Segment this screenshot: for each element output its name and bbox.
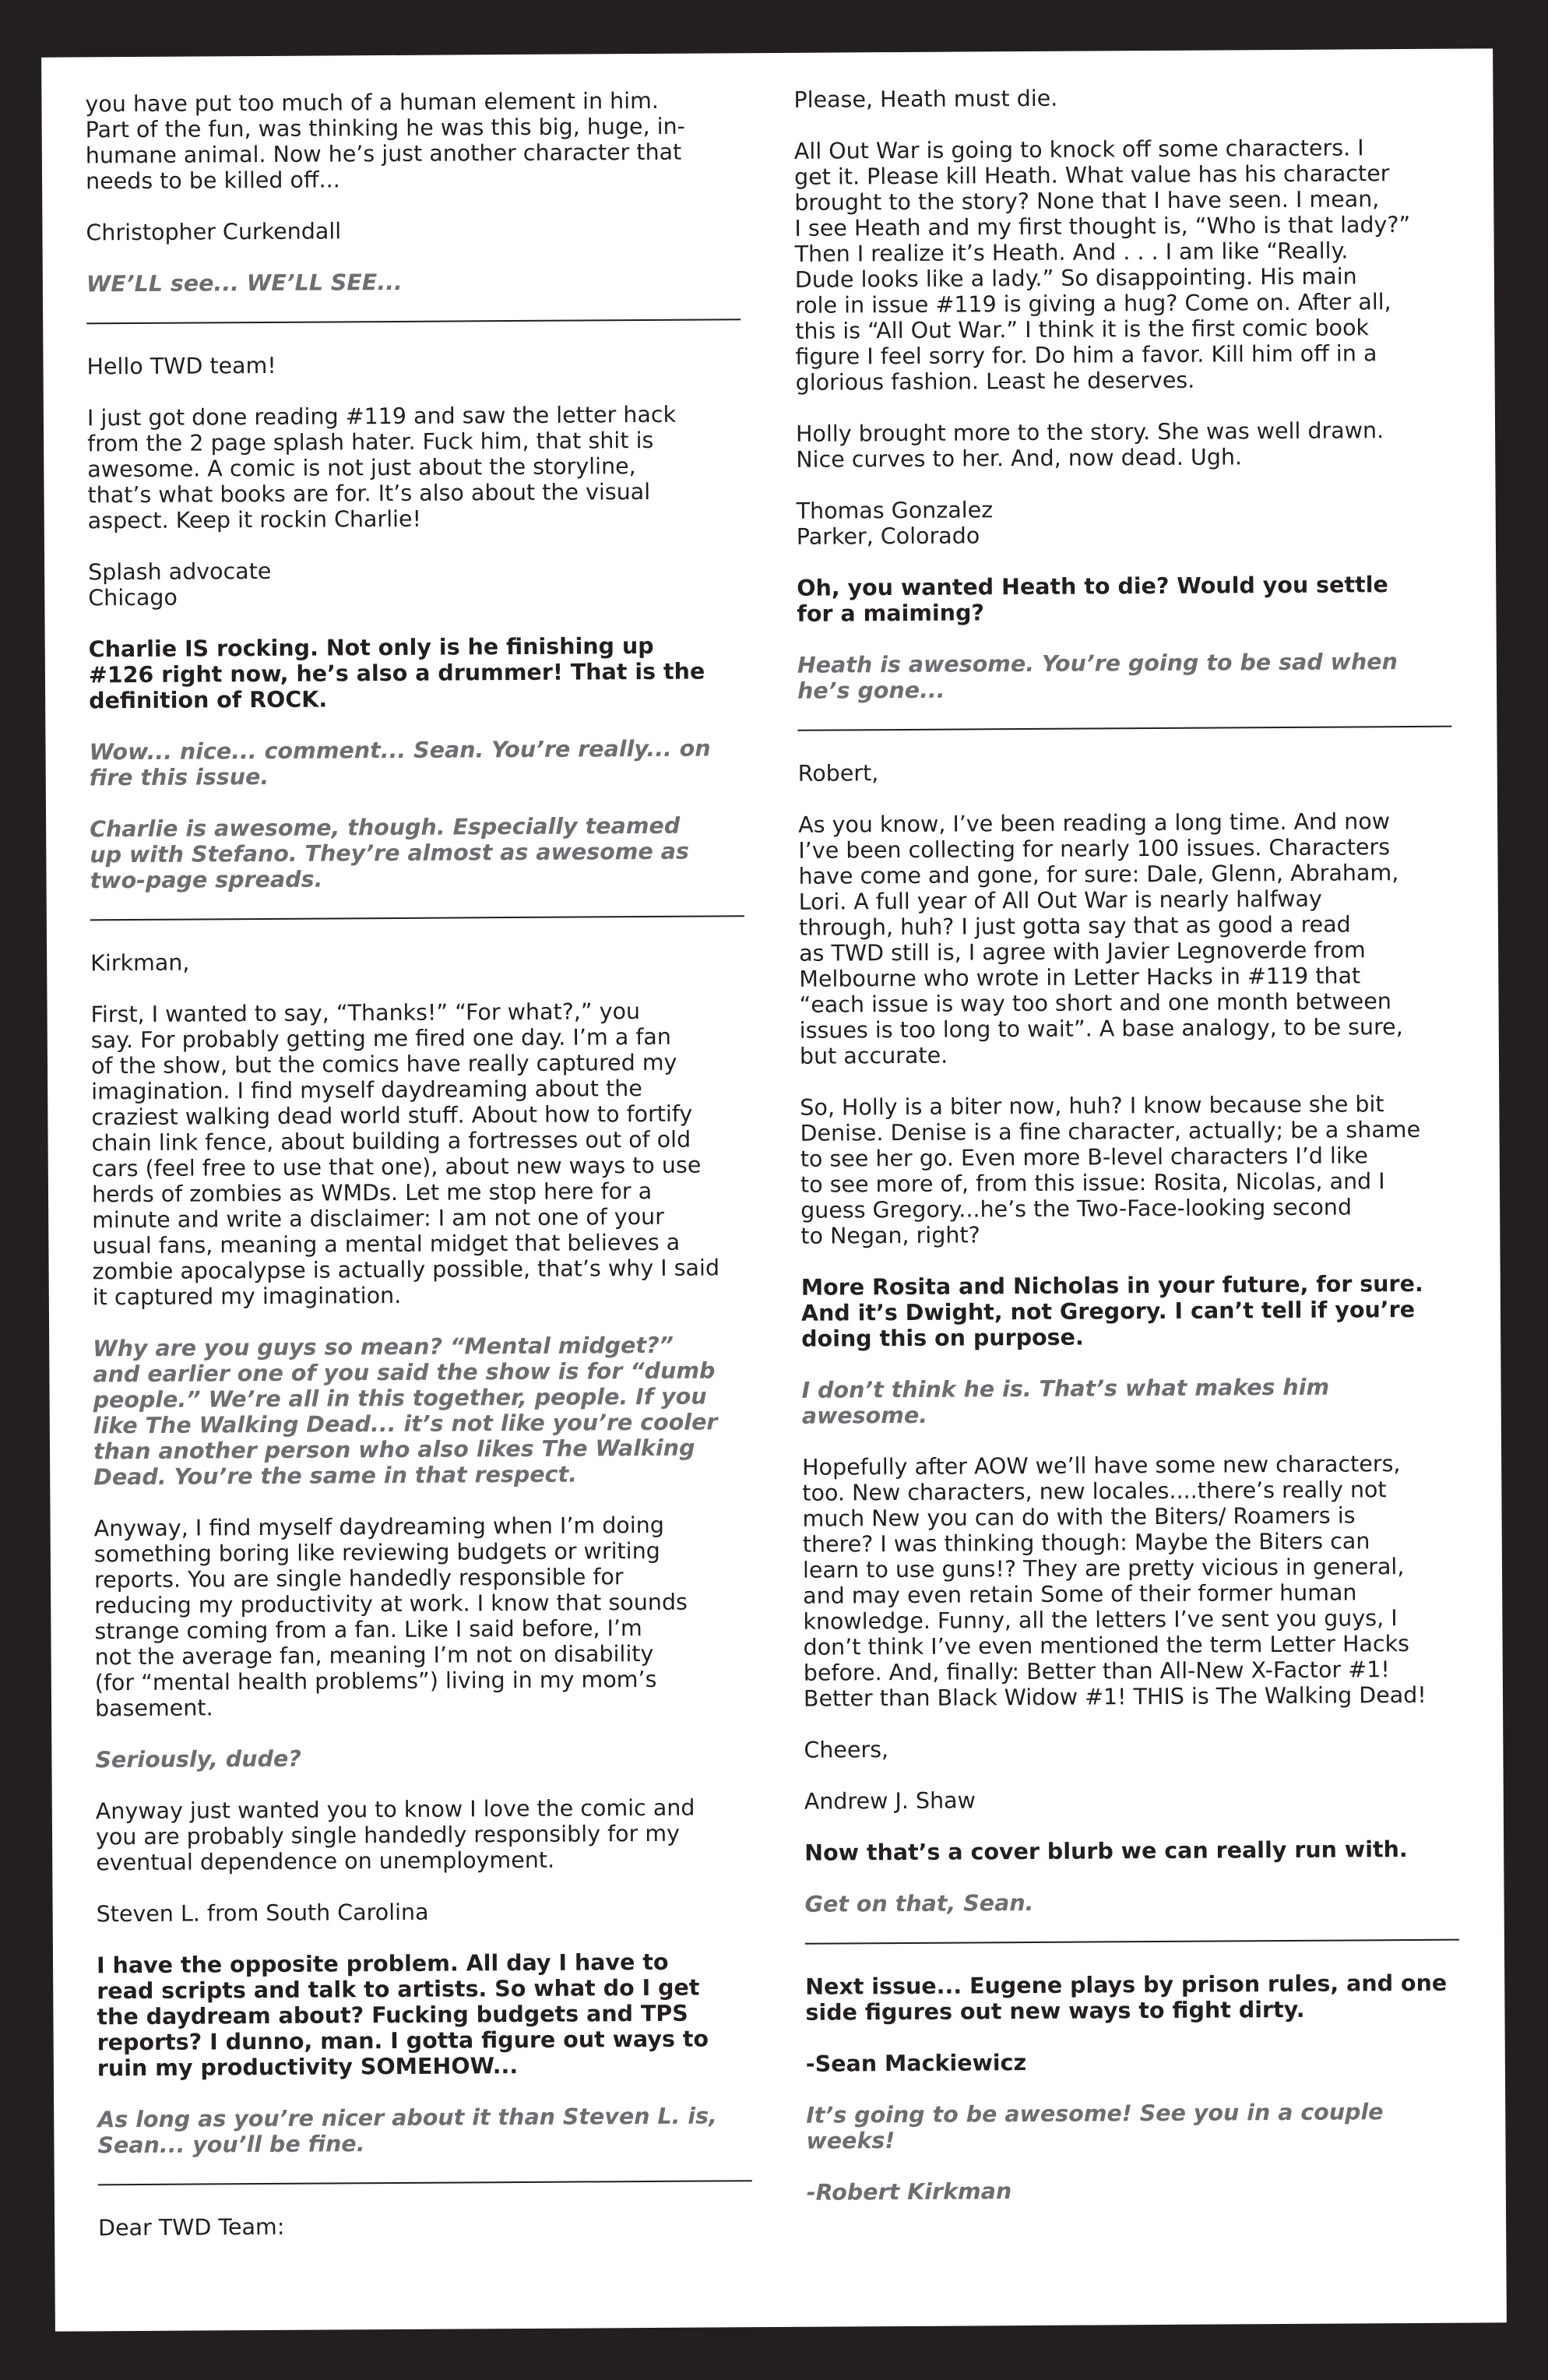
section-divider [86,319,741,324]
letter-paragraph: First, I wanted to say, “Thanks!” “For what?,” you say. For probably getting me fired one day. I’m a fan of the show, but the comics have really captured my imagination. I find myself daydreaming about the craziest walking dead world stuff. About how to fortify chain link fence, about building a fortresses out of old cars (feel free to use that one), about new ways to use herds of zombies as WMDs. Let me stop here for a minute and write a disclaimer: I am not one of your usual fans, meaning a mental midget that believes a zombie apocalypse is actually possible, that’s why I said it captured my imagination. [90,998,720,1311]
editor-reply-sean: I have the opposite problem. All day I have to read scripts and talk to artists. So what do I get the daydream about? Fucking budgets and TPS reports? I dunno, man. I gotta figure out ways to ruin my productivity SOMEHOW... [96,1949,709,2082]
editor-reply-robert: It’s going to be awesome! See you in a couple weeks! [806,2099,1384,2154]
letter-paragraph: Andrew J. Shaw [804,1787,976,1815]
letter-paragraph: Please, Heath must die. [793,85,1058,113]
letter-paragraph: Christopher Curkendall [86,218,342,246]
editor-reply-sean: Next issue... Eugene plays by prison rules, and one side figures out new ways to fight dirty. [805,1970,1448,2026]
editor-reply-robert: Seriously, dude? [95,1745,301,1773]
letter-paragraph: As you know, I’ve been reading a long time. And now I’ve been collecting for nearly 100 issues. Characters have come and gone, for sure: Dale, Glenn, Abraham, Lori. A full year of All Out War is nearly halfway through, huh? I just gotta say that as good a read as TWD still is, I agree with Javier Legnoverde from Melbourne who wrote in Letter Hacks in #119 that “each issue is way too short and one month between issues is too long to wait”. A base analogy, to be sure, but accurate. [798,808,1403,1069]
letter-paragraph: Cheers, [804,1737,889,1763]
section-divider [90,915,744,921]
editor-reply-sean: Charlie IS rocking. Not only is he finishing up #126 right now, he’s also a drummer! That is the definition of ROCK. [88,632,705,714]
editor-reply-sean: More Rosita and Nicholas in your future, for sure. And it’s Dwight, not Gregory. I can’t tell if you’re doing this on purpose. [800,1270,1423,1352]
letter-paragraph: All Out War is going to knock off some characters. I get it. Please kill Heath. What value has his character brought to the story? None that I have seen. I mean, I see Heath and my first thought is, “Who is that lady?” Then I realize it’s Heath. And . . . I am like “Really. Dude looks like a lady.” So disappointing. His main role in issue #119 is giving a hug? Come on. After all, this is “All Out War.” I think it is the first comic book figure I feel sorry for. Do him a favor. Kill him off in a glorious fashion. Least he deserves. [793,135,1411,396]
letter-paragraph: I just got done reading #119 and saw the letter hack from the 2 page splash hater. Fuck him, that shit is awesome. A comic is not just about the storyline, that’s what books are for. It’s also about the visual aspect. Keep it rockin Charlie! [86,401,677,534]
section-divider [98,2180,752,2185]
editor-reply-robert: -Robert Kirkman [806,2178,1012,2206]
letter-paragraph: Dear TWD Team: [98,2213,285,2241]
editor-reply-robert: I don’t think he is. That’s what makes him awesome. [801,1374,1330,1429]
letters-page [41,48,1507,2331]
section-divider [797,726,1451,731]
editor-reply-sean: -Sean Mackiewicz [805,2050,1027,2077]
letter-paragraph: Thomas Gonzalez Parker, Colorado [796,497,994,550]
editor-reply-sean: Oh, you wanted Heath to die? Would you settle for a maiming? [797,572,1388,627]
letter-paragraph: Holly brought more to the story. She was well drawn. Nice curves to her. And, now dead. Ugh. [795,417,1384,473]
editor-reply-robert: Why are you guys so mean? “Mental midget?” and earlier one of you said the show is for “dumb people.” We’re all in this together, people. If you like The Walking Dead... it’s not like you’re cooler than another person who also likes The Walking Dead. You’re the same in that respect. [93,1332,718,1491]
section-divider [805,1939,1459,1945]
right-column [793,83,1492,2230]
letter-paragraph: Hello TWD team! [86,352,276,380]
letter-paragraph: Anyway just wanted you to know I love the comic and you are probably single handedly responsibly for my eventual dependence on unemployment. [95,1794,695,1876]
editor-reply-robert: Charlie is awesome, though. Especially teamed up with Stefano. They’re almost as awesome as two-page spreads. [90,812,689,894]
editor-reply-sean: Now that’s a cover blurb we can really run with. [804,1836,1408,1866]
letter-paragraph: So, Holly is a biter now, huh? I know because she bit Denise. Denise is a fine character, actually; be a shame to see her go. Even more B-level characters I’d like to see more of, from this issue: Rosita, Nicolas, and I guess Gregory...he’s the Two-Face-looking second to Negan, right? [800,1091,1421,1249]
letter-paragraph: Steven L. from South Carolina [96,1899,429,1928]
letter-paragraph: you have put too much of a human element in him. Part of the fun, was thinking he was this big, huge, in- humane animal. Now he’s just another character that needs to be killed off... [85,87,686,195]
editor-reply-robert: Heath is awesome. You’re going to be sad when he’s gone... [797,649,1398,704]
left-column [85,87,772,2266]
editor-reply-robert: WE’LL see... WE’LL SEE... [86,269,403,298]
editor-reply-robert: As long as you’re nicer about it than Steven L. is, Sean... you’ll be fine. [97,2103,718,2159]
letter-paragraph: Kirkman, [90,949,190,977]
letter-paragraph: Anyway, I find myself daydreaming when I’m doing something boring like reviewing budgets or writing reports. You are single handedly responsible for reducing my productivity at work. I know that sounds strange coming from a fan. Like I said before, I’m not the average fan, meaning I’m not on disability (for “mental health problems”) living in my mom’s basement. [93,1512,688,1722]
letter-paragraph: Robert, [797,760,879,787]
letter-paragraph: Splash advocate Chicago [88,558,272,611]
letter-paragraph: Hopefully after AOW we’ll have some new characters, too. New characters, new locales....there’s really not much New you can do with the Biters/ Roamers is there? I was thinking though: Maybe the Biters can learn to use guns!? They are pretty vicious in general, and may even retain Some of their former human knowledge. Funny, all the letters I’ve sent you guys, I don’t think I’ve even mentioned the term Letter Hacks before. And, finally: Better than All-New X-Factor #1! Better than Black Widow #1! THIS is The Walking Dead! [802,1451,1427,1712]
editor-reply-robert: Wow... nice... comment... Sean. You’re really... on fire this issue. [89,735,711,791]
editor-reply-robert: Get on that, Sean. [804,1889,1034,1917]
